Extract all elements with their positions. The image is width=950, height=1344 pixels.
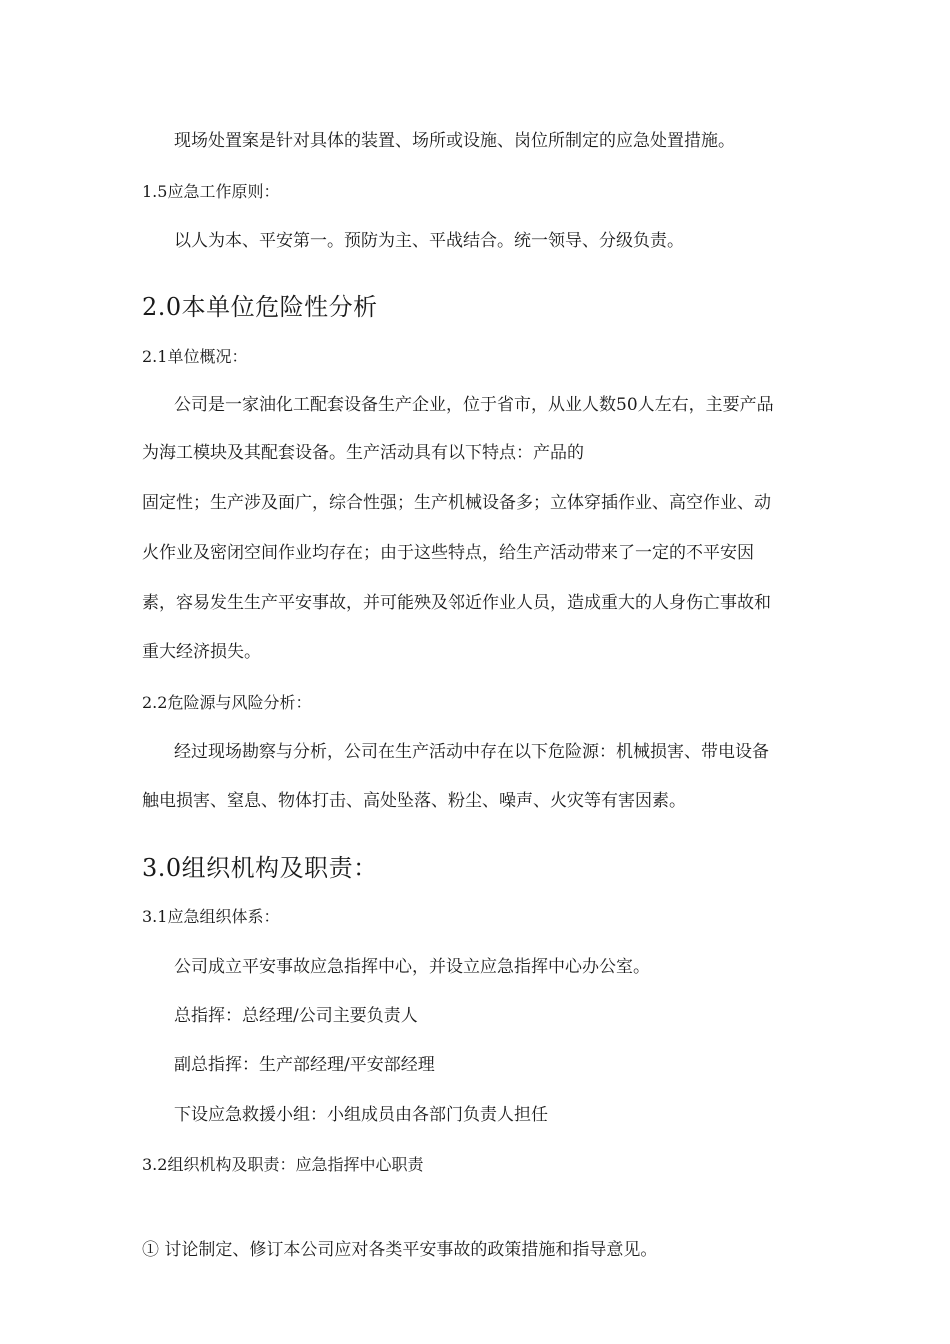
overview-line: 火作业及密闭空间作业均存在；由于这些特点，给生产活动带来了一定的不平安因 (142, 543, 754, 563)
org-line: 副总指挥：生产部经理/平安部经理 (174, 1055, 435, 1075)
overview-line: 重大经济损失。 (142, 642, 261, 662)
paragraph-scene-plan: 现场处置案是针对具体的装置、场所或设施、岗位所制定的应急处置措施。 (174, 131, 735, 151)
org-line: 总指挥：总经理/公司主要负责人 (174, 1006, 418, 1026)
section-heading-1-5: 1.5应急工作原则： (142, 182, 280, 201)
section-heading-2-2: 2.2危险源与风险分析： (142, 693, 312, 712)
paragraph-principles: 以人为本、平安第一。预防为主、平战结合。统一领导、分级负责。 (174, 231, 684, 251)
section-heading-3-0: 3.0组织机构及职责： (142, 854, 378, 882)
org-line: 公司成立平安事故应急指挥中心，并设立应急指挥中心办公室。 (174, 957, 650, 977)
section-heading-3-2: 3.2组织机构及职责：应急指挥中心职责 (142, 1155, 424, 1174)
section-heading-3-1: 3.1应急组织体系： (142, 907, 280, 926)
overview-line: 素，容易发生生产平安事故，并可能殃及邻近作业人员，造成重大的人身伤亡事故和 (142, 593, 771, 613)
duty-item-1: ① 讨论制定、修订本公司应对各类平安事故的政策措施和指导意见。 (142, 1240, 658, 1260)
org-line: 下设应急救援小组：小组成员由各部门负责人担任 (174, 1105, 548, 1125)
overview-line: 固定性；生产涉及面广，综合性强；生产机械设备多；立体穿插作业、高空作业、动 (142, 493, 771, 513)
hazard-line: 经过现场勘察与分析，公司在生产活动中存在以下危险源：机械损害、带电设备 (174, 742, 769, 762)
overview-line: 公司是一家油化工配套设备生产企业，位于省市，从业人数50人左右，主要产品 (174, 395, 774, 415)
hazard-line: 触电损害、窒息、物体打击、高处坠落、粉尘、噪声、火灾等有害因素。 (142, 791, 686, 811)
overview-line: 为海工模块及其配套设备。生产活动具有以下特点：产品的 (142, 443, 584, 463)
section-heading-2-0: 2.0本单位危险性分析 (142, 293, 378, 321)
section-heading-2-1: 2.1单位概况： (142, 347, 248, 366)
